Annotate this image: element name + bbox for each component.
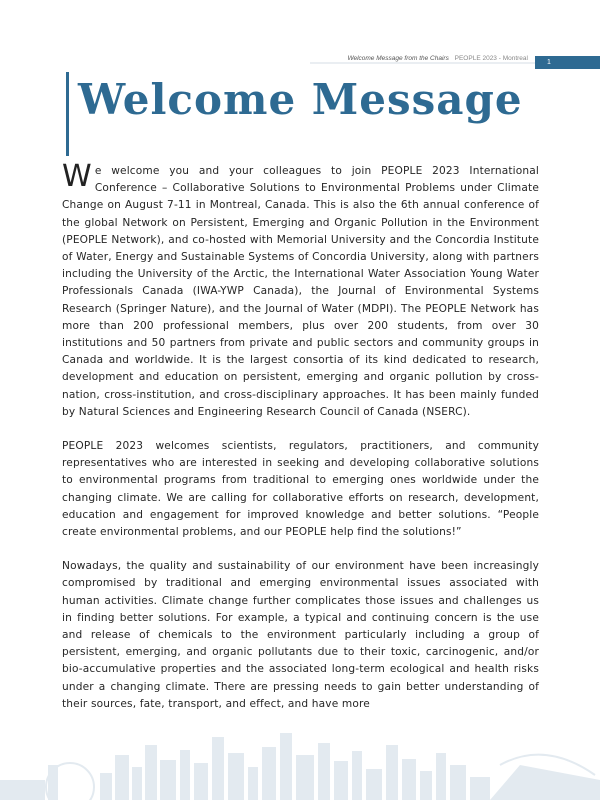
running-header: [347, 55, 528, 62]
title-accent-bar: [66, 72, 69, 156]
running-header-section: Welcome Message from the Chairs: [347, 55, 449, 62]
paragraph-1-text: e welcome you and your colleagues to join PEOPLE 2023 International Conference – Collaborative Solutions to Environmental Problems under Climate Change on August 7-11 in Montreal, Canada. This is also the 6th annual conference of the global Network on Persistent, Emerging and Organic Pollution in the Environment (PEOPLE Network), and co-hosted with Memorial University and the Concordia Institute of Water, Energy and Sustainable Systems of Concordia University, along with partners including the University of the Arctic, the International Water Association Young Water Professionals Canada (IWA-YWP Canada), the Journal of Environmental Systems Research (Springer Nature), and the Journal of Water (MDPI). The PEOPLE Network has more than 200 professional members, plus over 200 students, from over 30 institutions and 50 partners from private and public sectors and community groups in Canada and worldwide. It is the largest consortia of its kind dedicated to research, development and education on persistent, emerging and organic pollution by cross-nation, cross-institution, and cross-disciplinary approaches. It has been mainly funded by Natural Sciences and Engineering Research Council of Canada (NSERC).: [62, 165, 539, 418]
paragraph-1: [62, 159, 539, 421]
body-text: [62, 159, 539, 730]
page-number: 1: [547, 59, 551, 66]
city-skyline-illustration: [0, 725, 600, 800]
drop-cap: W: [62, 159, 92, 194]
page-title: Welcome Message: [78, 75, 523, 124]
paragraph-2: PEOPLE 2023 welcomes scientists, regulators, practitioners, and community representatives who are interested in seeking and developing collaborative solutions to environmental programs from traditional to emerging ones worldwide under the changing climate. We are calling for collaborative efforts on research, development, education and engagement for improved knowledge and better solutions. “People create environmental problems, and our PEOPLE help find the solutions!”: [62, 440, 539, 539]
paragraph-3: Nowadays, the quality and sustainability of our environment have been increasingly compromised by traditional and emerging environmental issues associated with human activities. Climate change further complicates those issues and challenges us in finding better solutions. For example, a typical and continuing concern is the use and release of chemicals to the environment particularly including a group of persistent, emerging, and organic pollutants due to their toxic, carcinogenic, and/or bio-accumulative properties and the associated long-term ecological and health risks under a changing climate. There are pressing needs to gain better understanding of their sources, fate, transport, and effect, and have more: [62, 560, 539, 710]
page-number-tab: [535, 56, 600, 69]
running-header-event: PEOPLE 2023 - Montreal: [454, 55, 528, 62]
